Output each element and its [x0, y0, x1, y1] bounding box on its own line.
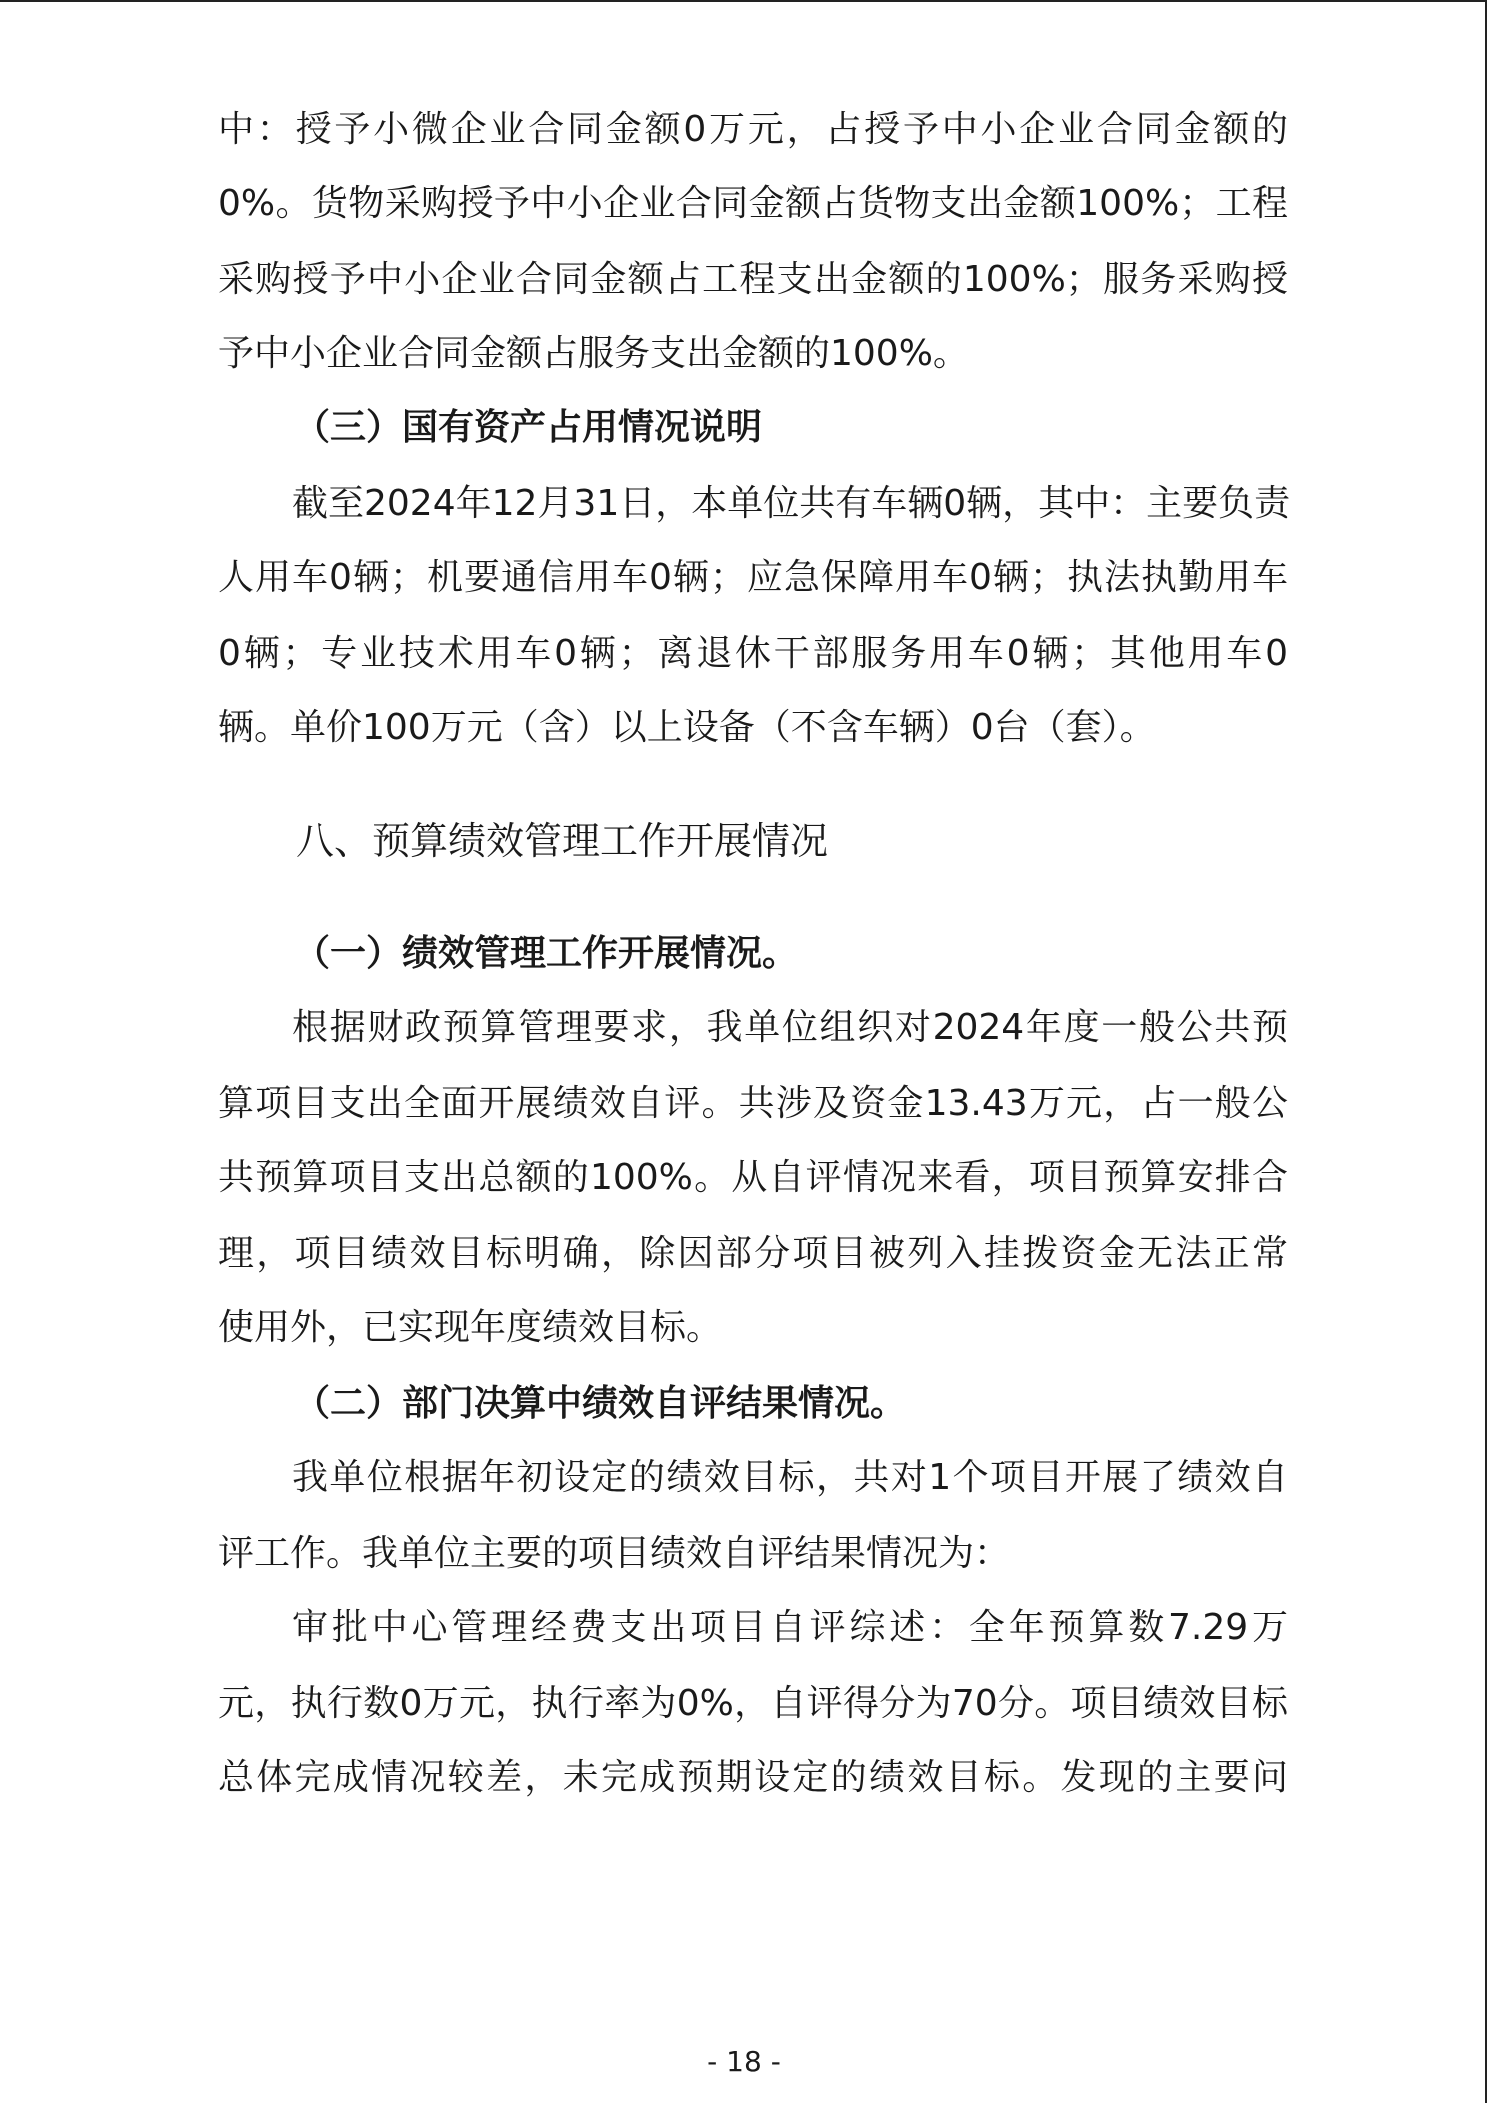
body-text-line: 采购授予中小企业合同金额占工程支出金额的100%；服务采购授	[218, 259, 1288, 300]
body-text-line: 总体完成情况较差，未完成预期设定的绩效目标。发现的主要问	[218, 1757, 1288, 1798]
body-text-line: 我单位根据年初设定的绩效目标，共对1个项目开展了绩效自	[292, 1457, 1288, 1498]
body-text-line: 人用车0辆；机要通信用车0辆；应急保障用车0辆；执法执勤用车	[218, 557, 1288, 598]
section-heading: 八、预算绩效管理工作开展情况	[296, 819, 829, 863]
body-text-line: 评工作。我单位主要的项目绩效自评结果情况为：	[218, 1533, 1011, 1574]
body-text-line: 根据财政预算管理要求，我单位组织对2024年度一般公共预	[292, 1007, 1288, 1048]
body-text-line: 0%。货物采购授予中小企业合同金额占货物支出金额100%；工程	[218, 183, 1288, 224]
body-text-line: 共预算项目支出总额的100%。从自评情况来看，项目预算安排合	[218, 1157, 1288, 1198]
body-text-line: 予中小企业合同金额占服务支出金额的100%。	[218, 333, 969, 374]
body-text-line: 截至2024年12月31日，本单位共有车辆0辆，其中：主要负责	[292, 483, 1291, 524]
body-text-line: 中：授予小微企业合同金额0万元，占授予中小企业合同金额的	[218, 109, 1288, 150]
body-text-line: 理，项目绩效目标明确，除因部分项目被列入挂拨资金无法正常	[218, 1233, 1288, 1274]
body-text-line: 审批中心管理经费支出项目自评综述：全年预算数7.29万	[292, 1607, 1288, 1648]
body-text-line: 辆。单价100万元（含）以上设备（不含车辆）0台（套）。	[218, 707, 1156, 748]
subsection-heading: （二）部门决算中绩效自评结果情况。	[294, 1383, 907, 1424]
page-number: - 18 -	[707, 2045, 781, 2078]
subsection-heading: （一）绩效管理工作开展情况。	[294, 933, 799, 974]
subsection-heading: （三）国有资产占用情况说明	[294, 407, 763, 448]
body-text-line: 使用外，已实现年度绩效目标。	[218, 1307, 723, 1348]
body-text-line: 元，执行数0万元，执行率为0%，自评得分为70分。项目绩效目标	[218, 1683, 1288, 1724]
body-text-line: 算项目支出全面开展绩效自评。共涉及资金13.43万元，占一般公	[218, 1083, 1288, 1124]
body-text-line: 0辆；专业技术用车0辆；离退休干部服务用车0辆；其他用车0	[218, 633, 1288, 674]
